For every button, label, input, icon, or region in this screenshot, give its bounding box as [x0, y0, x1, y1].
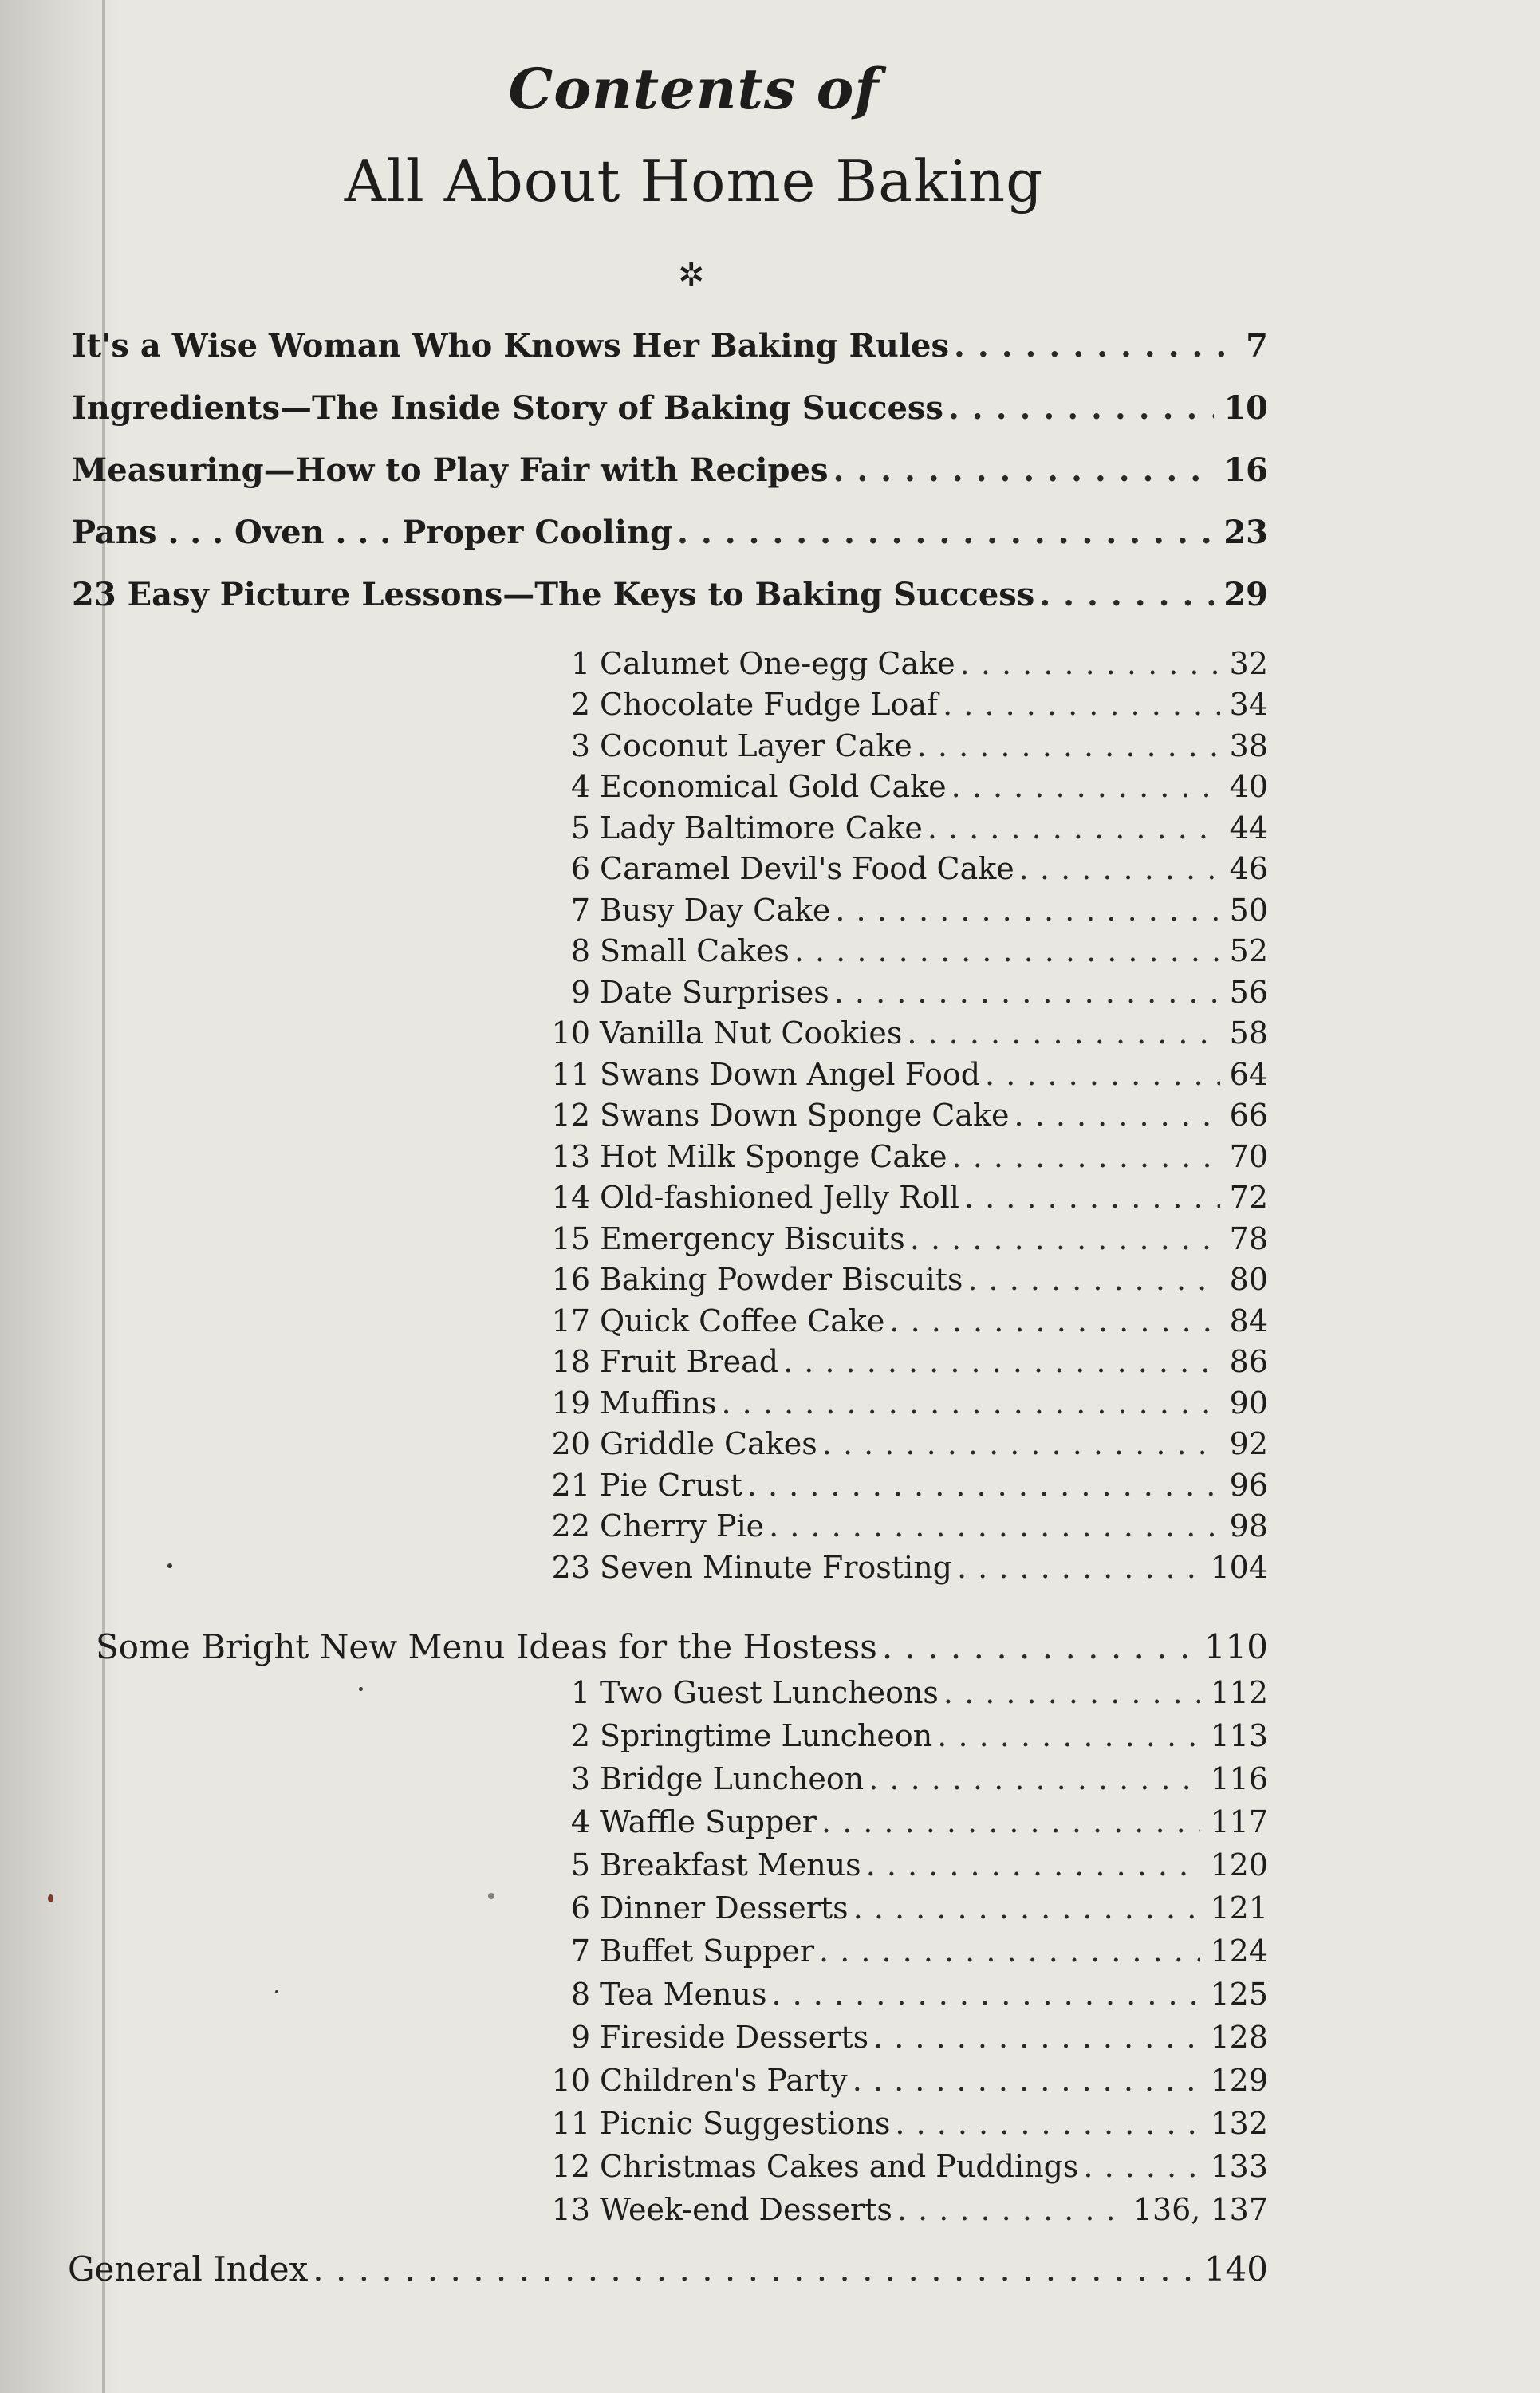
- entry-number: 17: [551, 1303, 590, 1338]
- dot-leader: [769, 1508, 1220, 1543]
- dot-leader: [951, 769, 1220, 804]
- lesson-entry[interactable]: [542, 1057, 1268, 1092]
- book-title: All About Home Baking: [344, 148, 1044, 215]
- dot-leader: [985, 1057, 1220, 1092]
- lesson-entry[interactable]: [542, 646, 1268, 681]
- lesson-entry[interactable]: [542, 1344, 1268, 1379]
- entry-number: 13: [551, 2192, 590, 2227]
- toc-entry-main[interactable]: [72, 327, 1268, 365]
- entry-page: 92: [1229, 1426, 1268, 1461]
- dot-leader: [1039, 576, 1214, 613]
- entry-title: Coconut Layer Cake: [600, 728, 912, 763]
- entry-page: 34: [1229, 687, 1268, 722]
- toc-entry-main[interactable]: [72, 514, 1268, 551]
- entry-number: 12: [551, 2149, 590, 2184]
- lesson-entry[interactable]: [542, 933, 1268, 968]
- entry-page: 112: [1210, 1675, 1268, 1710]
- dot-leader: [957, 1550, 1200, 1585]
- lesson-entry[interactable]: [542, 1221, 1268, 1256]
- entry-number: 9: [570, 2020, 590, 2055]
- entry-title: Busy Day Cake: [600, 893, 831, 928]
- entry-page: 96: [1229, 1468, 1268, 1503]
- entry-title: Date Surprises: [600, 975, 829, 1010]
- entry-number: 9: [570, 975, 590, 1010]
- entry-title: Tea Menus: [600, 1977, 767, 2012]
- entry-page: 140: [1203, 2249, 1268, 2289]
- entry-page: 50: [1229, 893, 1268, 928]
- entry-title: It's a Wise Woman Who Knows Her Baking Rules: [72, 327, 949, 365]
- entry-page: 72: [1229, 1180, 1268, 1215]
- dot-leader: [794, 933, 1220, 968]
- entry-number: 1: [570, 1675, 590, 1710]
- toc-entry-index[interactable]: [68, 2249, 1268, 2289]
- dot-leader: [928, 810, 1220, 846]
- lesson-entry[interactable]: [542, 687, 1268, 722]
- menu-entry[interactable]: [542, 2192, 1268, 2227]
- entry-title: Hot Milk Sponge Cake: [600, 1139, 947, 1174]
- entry-title: Muffins: [600, 1386, 717, 1421]
- dot-leader: [967, 1262, 1219, 1297]
- entry-page: 80: [1229, 1262, 1268, 1297]
- dot-leader: [783, 1344, 1220, 1379]
- entry-title: Fruit Bread: [600, 1344, 779, 1379]
- dot-leader: [313, 2249, 1195, 2289]
- lesson-entry[interactable]: [542, 1098, 1268, 1133]
- entry-page: 133: [1210, 2149, 1268, 2184]
- entry-number: 3: [570, 1761, 590, 1796]
- dot-leader: [853, 1890, 1201, 1926]
- lesson-entry[interactable]: [542, 1303, 1268, 1338]
- menu-entry[interactable]: [542, 1761, 1268, 1796]
- entry-number: 19: [551, 1386, 590, 1421]
- dot-leader: [747, 1468, 1220, 1503]
- lesson-entry[interactable]: [542, 1015, 1268, 1051]
- toc-entry-main[interactable]: [96, 1627, 1268, 1666]
- entry-title: Griddle Cakes: [600, 1426, 817, 1461]
- entry-page: 44: [1229, 810, 1268, 846]
- lesson-entry[interactable]: [542, 1508, 1268, 1543]
- entry-title: Waffle Supper: [600, 1804, 817, 1839]
- dot-leader: [853, 2063, 1201, 2098]
- entry-page: 117: [1210, 1804, 1268, 1839]
- entry-page: 90: [1229, 1386, 1268, 1421]
- entry-page: 86: [1229, 1344, 1268, 1379]
- lesson-entry[interactable]: [542, 975, 1268, 1010]
- entry-page: 32: [1229, 646, 1268, 681]
- menu-entry[interactable]: [542, 1718, 1268, 1753]
- lesson-entry[interactable]: [542, 893, 1268, 928]
- dot-leader: [952, 1139, 1220, 1174]
- menu-entry[interactable]: [542, 1847, 1268, 1882]
- dot-leader: [722, 1386, 1220, 1421]
- entry-title: Measuring—How to Play Fair with Recipes: [72, 451, 829, 489]
- entry-number: 4: [570, 1804, 590, 1839]
- dot-leader: [866, 1847, 1201, 1882]
- entry-title: Pans . . . Oven . . . Proper Cooling: [72, 514, 672, 551]
- paper-speck: [359, 1687, 363, 1691]
- lesson-entry[interactable]: [542, 1550, 1268, 1585]
- entry-number: 2: [570, 1718, 590, 1753]
- entry-page: 52: [1229, 933, 1268, 968]
- entry-number: 11: [551, 1057, 590, 1092]
- entry-number: 14: [551, 1180, 590, 1215]
- entry-page: 116: [1210, 1761, 1268, 1796]
- dot-leader: [834, 975, 1220, 1010]
- menu-entry[interactable]: [542, 1675, 1268, 1710]
- entry-page: 23: [1223, 514, 1268, 551]
- entry-title: Christmas Cakes and Puddings: [600, 2149, 1079, 2184]
- entry-number: 10: [551, 2063, 590, 2098]
- entry-page: 56: [1229, 975, 1268, 1010]
- entry-title: Caramel Devil's Food Cake: [600, 851, 1014, 886]
- lesson-entry[interactable]: [542, 1386, 1268, 1421]
- lesson-entry[interactable]: [542, 1468, 1268, 1503]
- lesson-entry[interactable]: [542, 1180, 1268, 1215]
- menu-entry[interactable]: [542, 1934, 1268, 1969]
- dot-leader: [819, 1934, 1200, 1969]
- entry-page: 128: [1210, 2020, 1268, 2055]
- dot-leader: [771, 1977, 1200, 2012]
- entry-page: 132: [1210, 2106, 1268, 2141]
- entry-page: 16: [1223, 451, 1268, 489]
- entry-number: 22: [551, 1508, 590, 1543]
- entry-number: 11: [551, 2106, 590, 2141]
- entry-title: Breakfast Menus: [600, 1847, 861, 1882]
- entry-page: 84: [1229, 1303, 1268, 1338]
- entry-title: Pie Crust: [600, 1468, 742, 1503]
- entry-page: 125: [1210, 1977, 1268, 2012]
- entry-page: 124: [1210, 1934, 1268, 1969]
- entry-title: Old-fashioned Jelly Roll: [600, 1180, 959, 1215]
- entry-title: Ingredients—The Inside Story of Baking Success: [72, 389, 943, 427]
- lesson-entry[interactable]: [542, 728, 1268, 763]
- entry-title: Children's Party: [600, 2063, 848, 2098]
- contents-page: [68, 0, 1316, 2393]
- toc-entry-main[interactable]: [72, 451, 1268, 489]
- entry-number: 4: [570, 769, 590, 804]
- dot-leader: [882, 1627, 1195, 1666]
- entry-page: 104: [1210, 1550, 1268, 1585]
- entry-title: Quick Coffee Cake: [600, 1303, 885, 1338]
- paper-speck: [167, 1563, 172, 1568]
- entry-number: 8: [570, 933, 590, 968]
- entry-title: Picnic Suggestions: [600, 2106, 891, 2141]
- dot-leader: [677, 514, 1214, 551]
- paper-speck: [275, 1990, 278, 1993]
- dot-leader: [1019, 851, 1220, 886]
- entry-title: Dinner Desserts: [600, 1890, 849, 1926]
- entry-number: 12: [551, 1098, 590, 1133]
- dot-leader: [833, 451, 1214, 489]
- dot-leader: [889, 1303, 1219, 1338]
- entry-number: 3: [570, 728, 590, 763]
- dot-leader: [1014, 1098, 1220, 1133]
- entry-number: 18: [551, 1344, 590, 1379]
- lesson-entry[interactable]: [542, 769, 1268, 804]
- dot-leader: [910, 1221, 1220, 1256]
- entry-page: 120: [1210, 1847, 1268, 1882]
- paper-speck: [48, 1894, 53, 1902]
- entry-title: Calumet One-egg Cake: [600, 646, 955, 681]
- dot-leader: [897, 2192, 1124, 2227]
- entry-page: 38: [1229, 728, 1268, 763]
- entry-page: 64: [1229, 1057, 1268, 1092]
- ornament-icon: ✲: [678, 257, 705, 294]
- menu-entry[interactable]: [542, 1804, 1268, 1839]
- entry-number: 8: [570, 1977, 590, 2012]
- entry-number: 2: [570, 687, 590, 722]
- entry-page: 121: [1210, 1890, 1268, 1926]
- dot-leader: [873, 2020, 1200, 2055]
- entry-number: 5: [570, 1847, 590, 1882]
- dot-leader: [943, 687, 1220, 722]
- entry-title: Economical Gold Cake: [600, 769, 947, 804]
- entry-number: 10: [551, 1015, 590, 1051]
- entry-number: 1: [570, 646, 590, 681]
- menu-entry[interactable]: [542, 2063, 1268, 2098]
- entry-page: 66: [1229, 1098, 1268, 1133]
- lesson-entry[interactable]: [542, 810, 1268, 846]
- entry-title: Seven Minute Frosting: [600, 1550, 953, 1585]
- menu-entry[interactable]: [542, 1890, 1268, 1926]
- menu-entry[interactable]: [542, 2106, 1268, 2141]
- entry-title: Some Bright New Menu Ideas for the Hostess: [96, 1627, 877, 1666]
- dot-leader: [954, 327, 1236, 365]
- entry-number: 7: [570, 1934, 590, 1969]
- dot-leader: [895, 2106, 1200, 2141]
- entry-title: Baking Powder Biscuits: [600, 1262, 963, 1297]
- entry-number: 21: [551, 1468, 590, 1503]
- entry-page: 136, 137: [1132, 2192, 1268, 2227]
- entry-title: Cherry Pie: [600, 1508, 765, 1543]
- entry-number: 6: [570, 851, 590, 886]
- dot-leader: [1083, 2149, 1200, 2184]
- entry-page: 70: [1229, 1139, 1268, 1174]
- lesson-entry[interactable]: [542, 1426, 1268, 1461]
- entry-page: 110: [1203, 1627, 1268, 1666]
- entry-title: Emergency Biscuits: [600, 1221, 905, 1256]
- entry-page: 40: [1229, 769, 1268, 804]
- paper-speck: [488, 1893, 494, 1899]
- menu-entry[interactable]: [542, 2149, 1268, 2184]
- entry-number: 20: [551, 1426, 590, 1461]
- entry-title: Fireside Desserts: [600, 2020, 869, 2055]
- dot-leader: [960, 646, 1220, 681]
- entry-number: 23: [551, 1550, 590, 1585]
- entry-page: 7: [1246, 327, 1268, 365]
- entry-page: 58: [1229, 1015, 1268, 1051]
- entry-number: 6: [570, 1890, 590, 1926]
- entry-title: Lady Baltimore Cake: [600, 810, 923, 846]
- entry-page: 78: [1229, 1221, 1268, 1256]
- entry-page: 113: [1210, 1718, 1268, 1753]
- entry-number: 7: [570, 893, 590, 928]
- lesson-entry[interactable]: [542, 1139, 1268, 1174]
- entry-number: 13: [551, 1139, 590, 1174]
- entry-title: Springtime Luncheon: [600, 1718, 933, 1753]
- entry-page: 10: [1223, 389, 1268, 427]
- entry-title: Buffet Supper: [600, 1934, 815, 1969]
- entry-title: Week-end Desserts: [600, 2192, 892, 2227]
- entry-title: Bridge Luncheon: [600, 1761, 865, 1796]
- entry-page: 129: [1210, 2063, 1268, 2098]
- dot-leader: [937, 1718, 1200, 1753]
- menu-entry[interactable]: [542, 1977, 1268, 2012]
- entry-title: Swans Down Sponge Cake: [600, 1098, 1010, 1133]
- lesson-entry[interactable]: [542, 1262, 1268, 1297]
- dot-leader: [948, 389, 1214, 427]
- entry-number: 5: [570, 810, 590, 846]
- dot-leader: [943, 1675, 1201, 1710]
- entry-title: 23 Easy Picture Lessons—The Keys to Baking Success: [72, 576, 1035, 613]
- entry-title: General Index: [68, 2249, 309, 2289]
- dot-leader: [868, 1761, 1200, 1796]
- dot-leader: [907, 1015, 1219, 1051]
- menu-entry[interactable]: [542, 2020, 1268, 2055]
- entry-page: 46: [1229, 851, 1268, 886]
- entry-title: Vanilla Nut Cookies: [600, 1015, 903, 1051]
- entry-title: Two Guest Luncheons: [600, 1675, 939, 1710]
- dot-leader: [964, 1180, 1220, 1215]
- entry-title: Small Cakes: [600, 933, 790, 968]
- toc-entry-main[interactable]: [72, 389, 1268, 427]
- entry-title: Swans Down Angel Food: [600, 1057, 981, 1092]
- toc-entry-main[interactable]: [72, 576, 1268, 613]
- dot-leader: [821, 1804, 1201, 1839]
- entry-page: 98: [1229, 1508, 1268, 1543]
- dot-leader: [822, 1426, 1220, 1461]
- heading-contents-of: Contents of: [508, 56, 880, 122]
- dot-leader: [835, 893, 1219, 928]
- entry-title: Chocolate Fudge Loaf: [600, 687, 939, 722]
- lesson-entry[interactable]: [542, 851, 1268, 886]
- entry-number: 15: [551, 1221, 590, 1256]
- dot-leader: [917, 728, 1220, 763]
- entry-number: 16: [551, 1262, 590, 1297]
- entry-page: 29: [1223, 576, 1268, 613]
